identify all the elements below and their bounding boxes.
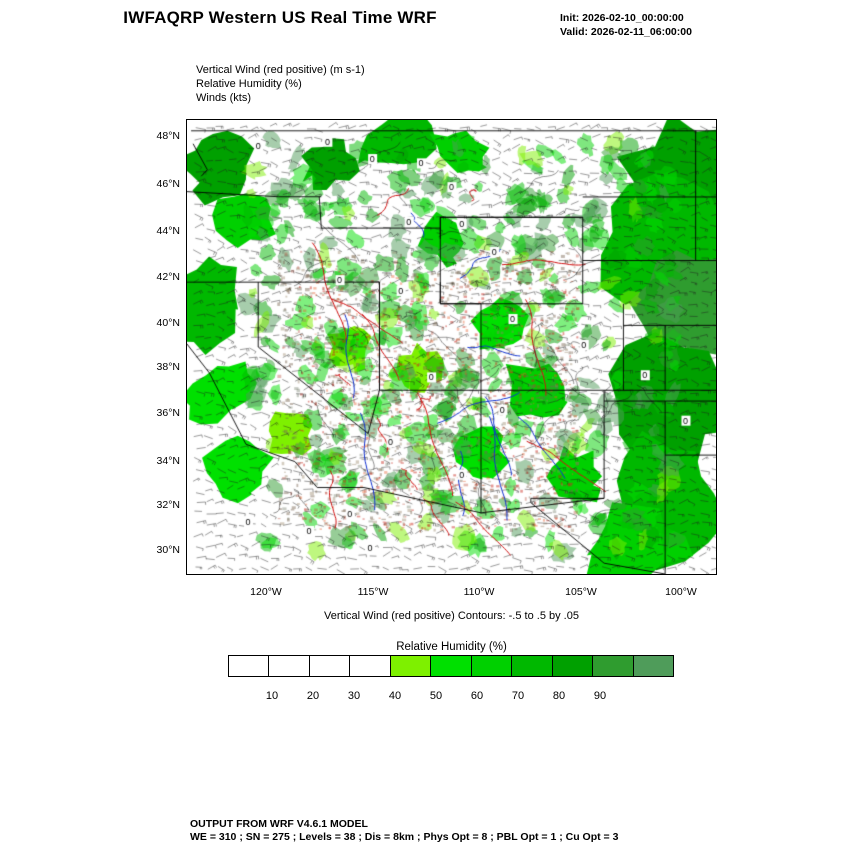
colorbar-swatch bbox=[634, 656, 673, 676]
colorbar-tick: 10 bbox=[265, 690, 279, 702]
ytick-label: 30°N bbox=[156, 544, 180, 556]
colorbar-title: Relative Humidity (%) bbox=[396, 641, 507, 653]
colorbar-swatch bbox=[391, 656, 431, 676]
footer-line-1: OUTPUT FROM WRF V4.6.1 MODEL bbox=[190, 818, 368, 830]
field-label-winds: Winds (kts) bbox=[196, 92, 251, 104]
map-canvas bbox=[187, 120, 716, 574]
colorbar-tick: 80 bbox=[552, 690, 566, 702]
ytick-label: 42°N bbox=[156, 271, 180, 283]
page-title: IWFAQRP Western US Real Time WRF bbox=[123, 8, 437, 27]
colorbar-tick: 40 bbox=[388, 690, 402, 702]
xtick-label: 120°W bbox=[250, 586, 282, 598]
colorbar bbox=[228, 655, 674, 677]
field-label-relative-humidity: Relative Humidity (%) bbox=[196, 78, 302, 90]
ytick-label: 32°N bbox=[156, 499, 180, 511]
init-timestamp: Init: 2026-02-10_00:00:00 bbox=[560, 12, 684, 24]
ytick-label: 44°N bbox=[156, 225, 180, 237]
valid-timestamp: Valid: 2026-02-11_06:00:00 bbox=[560, 26, 692, 38]
colorbar-swatch bbox=[229, 656, 269, 676]
xtick-label: 105°W bbox=[565, 586, 597, 598]
colorbar-tick: 60 bbox=[470, 690, 484, 702]
xtick-label: 100°W bbox=[665, 586, 697, 598]
colorbar-tick: 20 bbox=[306, 690, 320, 702]
colorbar-tick: 50 bbox=[429, 690, 443, 702]
colorbar-swatch bbox=[350, 656, 390, 676]
colorbar-swatch bbox=[512, 656, 552, 676]
ytick-label: 38°N bbox=[156, 361, 180, 373]
map-plot-area bbox=[186, 119, 717, 575]
model-footer bbox=[190, 818, 618, 844]
ytick-label: 40°N bbox=[156, 317, 180, 329]
colorbar-swatch bbox=[269, 656, 309, 676]
ytick-label: 36°N bbox=[156, 407, 180, 419]
field-label-vertical-wind: Vertical Wind (red positive) (m s-1) bbox=[196, 64, 365, 76]
colorbar-swatch bbox=[431, 656, 471, 676]
colorbar-swatch bbox=[593, 656, 633, 676]
ytick-label: 34°N bbox=[156, 455, 180, 467]
xtick-label: 110°W bbox=[463, 586, 495, 598]
colorbar-swatch bbox=[310, 656, 350, 676]
ytick-label: 48°N bbox=[156, 130, 180, 142]
footer-line-2: WE = 310 ; SN = 275 ; Levels = 38 ; Dis = 8km ; Phys Opt = 8 ; PBL Opt = 1 ; Cu Opt = 3 bbox=[190, 831, 619, 843]
xtick-label: 115°W bbox=[357, 586, 389, 598]
ytick-label: 46°N bbox=[156, 178, 180, 190]
colorbar-swatch bbox=[553, 656, 593, 676]
colorbar-tick: 90 bbox=[593, 690, 607, 702]
colorbar-swatch bbox=[472, 656, 512, 676]
colorbar-tick: 70 bbox=[511, 690, 525, 702]
colorbar-tick: 30 bbox=[347, 690, 361, 702]
contour-caption: Vertical Wind (red positive) Contours: -.5 to .5 by .05 bbox=[324, 610, 579, 622]
